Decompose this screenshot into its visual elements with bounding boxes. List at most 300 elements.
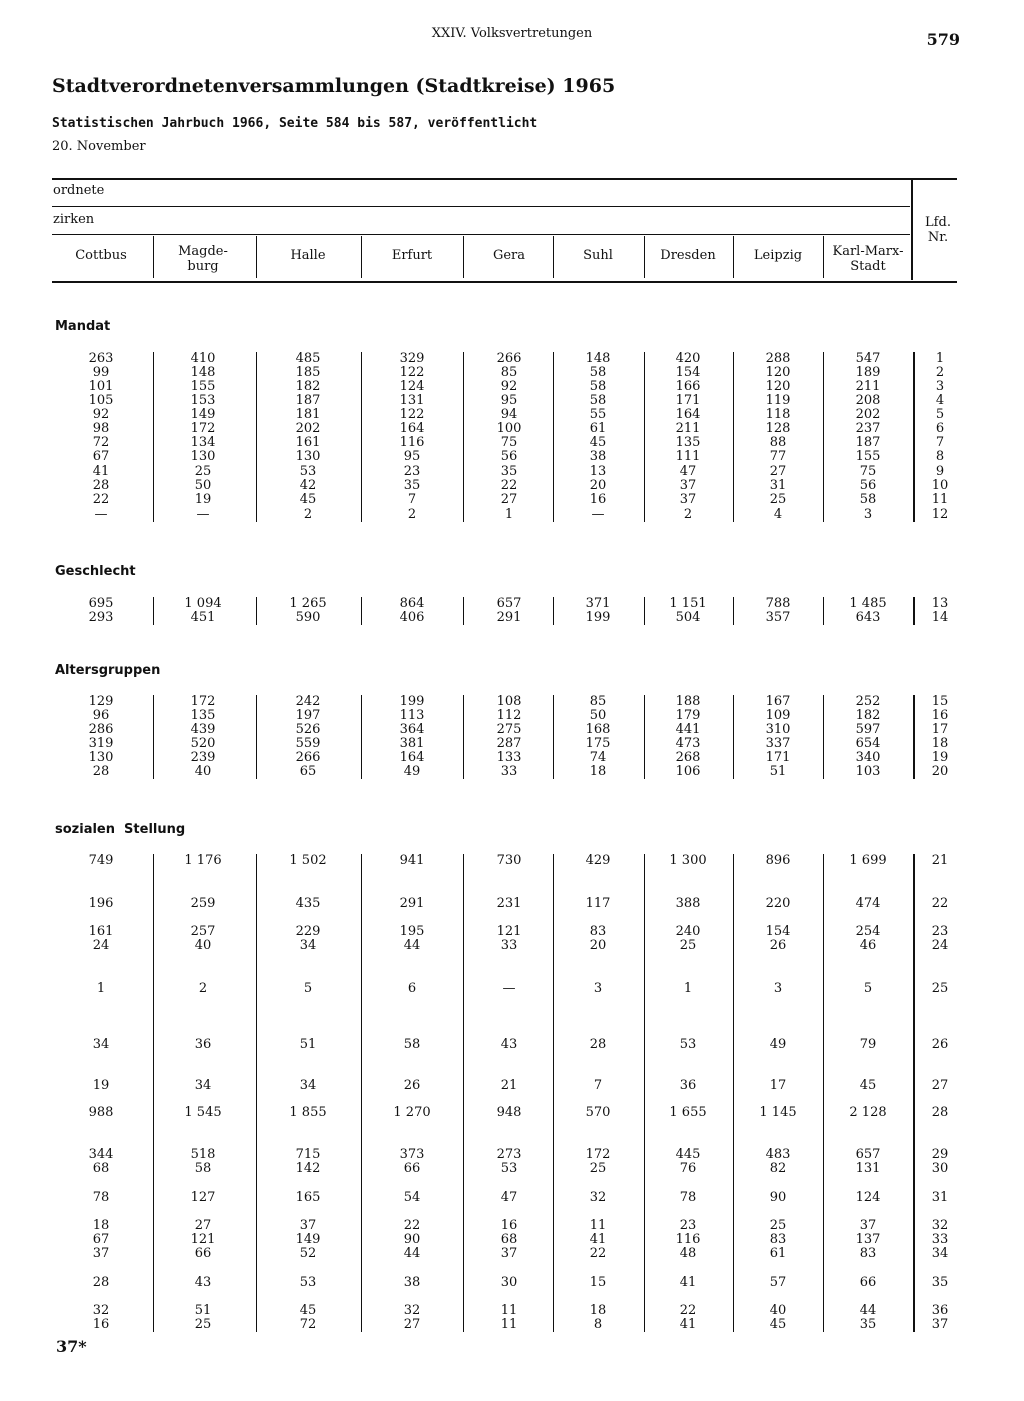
column-divider bbox=[256, 597, 257, 625]
row-number: 11 bbox=[931, 492, 949, 507]
row-number: 36 bbox=[931, 1303, 949, 1318]
table-cell: 28 bbox=[589, 1037, 607, 1052]
column-divider bbox=[823, 695, 824, 779]
table-cell: 85 bbox=[500, 365, 518, 380]
table-cell: 67 bbox=[92, 1232, 110, 1247]
table-cell: 27 bbox=[403, 1317, 421, 1332]
table-cell: 273 bbox=[496, 1147, 522, 1162]
column-divider bbox=[553, 236, 554, 278]
column-divider bbox=[553, 695, 554, 779]
table-cell: 124 bbox=[399, 379, 425, 394]
table-cell: 196 bbox=[88, 896, 114, 911]
table-cell: 28 bbox=[92, 478, 110, 493]
table-cell: 134 bbox=[190, 435, 216, 450]
table-cell: — bbox=[591, 507, 605, 522]
table-cell: 310 bbox=[765, 722, 791, 737]
row-number: 28 bbox=[931, 1105, 949, 1120]
lfd-divider bbox=[913, 854, 915, 1332]
column-divider bbox=[361, 236, 362, 278]
table-cell: 8 bbox=[593, 1317, 603, 1332]
column-divider bbox=[733, 597, 734, 625]
table-cell: 30 bbox=[500, 1275, 518, 1290]
column-divider bbox=[463, 695, 464, 779]
table-cell: 239 bbox=[190, 750, 216, 765]
table-cell: 16 bbox=[589, 492, 607, 507]
table-cell: 11 bbox=[500, 1317, 518, 1332]
table-cell: 61 bbox=[589, 421, 607, 436]
table-cell: 429 bbox=[585, 853, 611, 868]
table-cell: 715 bbox=[295, 1147, 321, 1162]
table-cell: 27 bbox=[769, 464, 787, 479]
table-cell: 27 bbox=[500, 492, 518, 507]
table-cell: 135 bbox=[675, 435, 701, 450]
table-cell: 45 bbox=[589, 435, 607, 450]
column-divider bbox=[361, 597, 362, 625]
table-cell: 58 bbox=[589, 393, 607, 408]
table-cell: 340 bbox=[855, 750, 881, 765]
table-cell: 7 bbox=[593, 1078, 603, 1093]
table-cell: 420 bbox=[675, 351, 701, 366]
table-cell: 92 bbox=[92, 407, 110, 422]
table-cell: 92 bbox=[500, 379, 518, 394]
table-cell: 90 bbox=[769, 1190, 787, 1205]
table-cell: 520 bbox=[190, 736, 216, 751]
table-cell: 17 bbox=[769, 1078, 787, 1093]
subtitle-source: Statistischen Jahrbuch 1966, Seite 584 bis 587, veröffentlicht bbox=[52, 116, 538, 131]
page-title: Stadtverordnetenversammlungen (Stadtkreise) 1965 bbox=[52, 75, 616, 97]
column-divider bbox=[463, 597, 464, 625]
table-cell: 108 bbox=[496, 694, 522, 709]
row-number: 19 bbox=[931, 750, 949, 765]
table-cell: 199 bbox=[399, 694, 425, 709]
table-cell: 288 bbox=[765, 351, 791, 366]
table-cell: 643 bbox=[855, 610, 881, 625]
table-cell: 171 bbox=[765, 750, 791, 765]
table-cell: 1 151 bbox=[669, 596, 707, 611]
table-cell: 98 bbox=[92, 421, 110, 436]
row-number: 2 bbox=[935, 365, 945, 380]
row-number: 29 bbox=[931, 1147, 949, 1162]
table-cell: 72 bbox=[299, 1317, 317, 1332]
row-number: 20 bbox=[931, 764, 949, 779]
table-cell: 66 bbox=[403, 1161, 421, 1176]
table-cell: 41 bbox=[589, 1232, 607, 1247]
table-cell: 1 545 bbox=[184, 1105, 222, 1120]
table-cell: 237 bbox=[855, 421, 881, 436]
table-cell: 130 bbox=[190, 449, 216, 464]
table-cell: 68 bbox=[500, 1232, 518, 1247]
column-header: Dresden bbox=[660, 248, 716, 263]
table-cell: 51 bbox=[194, 1303, 212, 1318]
row-number: 26 bbox=[931, 1037, 949, 1052]
table-cell: 111 bbox=[675, 449, 701, 464]
row-number: 18 bbox=[931, 736, 949, 751]
table-cell: 94 bbox=[500, 407, 518, 422]
row-number: 6 bbox=[935, 421, 945, 436]
table-cell: 164 bbox=[399, 421, 425, 436]
table-cell: 50 bbox=[194, 478, 212, 493]
table-cell: 187 bbox=[855, 435, 881, 450]
table-cell: 83 bbox=[769, 1232, 787, 1247]
table-cell: 58 bbox=[589, 365, 607, 380]
table-cell: 941 bbox=[399, 853, 425, 868]
table-cell: 570 bbox=[585, 1105, 611, 1120]
table-cell: 188 bbox=[675, 694, 701, 709]
table-cell: 137 bbox=[855, 1232, 881, 1247]
table-cell: 35 bbox=[403, 478, 421, 493]
column-header: Gera bbox=[492, 248, 526, 263]
table-cell: 185 bbox=[295, 365, 321, 380]
table-cell: 37 bbox=[500, 1246, 518, 1261]
table-cell: 179 bbox=[675, 708, 701, 723]
column-divider bbox=[153, 236, 154, 278]
table-cell: 42 bbox=[299, 478, 317, 493]
table-cell: 1 300 bbox=[669, 853, 707, 868]
column-divider bbox=[733, 854, 734, 1332]
table-cell: 37 bbox=[859, 1218, 877, 1233]
table-cell: 259 bbox=[190, 896, 216, 911]
table-cell: 788 bbox=[765, 596, 791, 611]
table-cell: 53 bbox=[679, 1037, 697, 1052]
table-cell: 1 176 bbox=[184, 853, 222, 868]
table-cell: 19 bbox=[92, 1078, 110, 1093]
row-number: 24 bbox=[931, 938, 949, 953]
table-cell: 161 bbox=[88, 924, 114, 939]
table-cell: 45 bbox=[299, 492, 317, 507]
table-cell: 88 bbox=[769, 435, 787, 450]
table-cell: 61 bbox=[769, 1246, 787, 1261]
table-cell: 357 bbox=[765, 610, 791, 625]
table-cell: 164 bbox=[675, 407, 701, 422]
row-number: 10 bbox=[931, 478, 949, 493]
table-cell: 257 bbox=[190, 924, 216, 939]
table-cell: 22 bbox=[403, 1218, 421, 1233]
section-label: sozialen Stellung bbox=[55, 822, 186, 837]
row-number: 3 bbox=[935, 379, 945, 394]
table-cell: 78 bbox=[679, 1190, 697, 1205]
table-cell: 22 bbox=[589, 1246, 607, 1261]
table-cell: 445 bbox=[675, 1147, 701, 1162]
table-cell: 1 094 bbox=[184, 596, 222, 611]
table-cell: 202 bbox=[855, 407, 881, 422]
table-cell: 51 bbox=[769, 764, 787, 779]
table-cell: 34 bbox=[299, 1078, 317, 1093]
table-cell: 373 bbox=[399, 1147, 425, 1162]
table-cell: 117 bbox=[585, 896, 611, 911]
table-cell: 547 bbox=[855, 351, 881, 366]
table-cell: 130 bbox=[295, 449, 321, 464]
table-cell: 1 265 bbox=[289, 596, 327, 611]
column-divider bbox=[733, 352, 734, 522]
row-number: 32 bbox=[931, 1218, 949, 1233]
table-cell: 293 bbox=[88, 610, 114, 625]
table-cell: 291 bbox=[399, 896, 425, 911]
table-cell: 518 bbox=[190, 1147, 216, 1162]
table-cell: 172 bbox=[190, 421, 216, 436]
row-number: 4 bbox=[935, 393, 945, 408]
table-cell: 66 bbox=[859, 1275, 877, 1290]
column-header: Magde- burg bbox=[178, 244, 228, 274]
table-cell: 133 bbox=[496, 750, 522, 765]
table-cell: 2 bbox=[683, 507, 693, 522]
table-cell: 25 bbox=[194, 464, 212, 479]
table-cell: 16 bbox=[92, 1317, 110, 1332]
table-cell: 11 bbox=[500, 1303, 518, 1318]
table-cell: 27 bbox=[194, 1218, 212, 1233]
table-cell: 25 bbox=[194, 1317, 212, 1332]
table-cell: 208 bbox=[855, 393, 881, 408]
column-divider bbox=[256, 695, 257, 779]
table-cell: 3 bbox=[863, 507, 873, 522]
row-number: 21 bbox=[931, 853, 949, 868]
table-cell: 53 bbox=[500, 1161, 518, 1176]
table-cell: 263 bbox=[88, 351, 114, 366]
column-divider bbox=[644, 352, 645, 522]
column-header: Leipzig bbox=[753, 248, 803, 263]
table-cell: 3 bbox=[773, 981, 783, 996]
table-cell: 6 bbox=[407, 981, 417, 996]
table-cell: 96 bbox=[92, 708, 110, 723]
table-cell: 67 bbox=[92, 449, 110, 464]
table-cell: 101 bbox=[88, 379, 114, 394]
row-number: 12 bbox=[931, 507, 949, 522]
table-cell: 153 bbox=[190, 393, 216, 408]
table-cell: 34 bbox=[92, 1037, 110, 1052]
table-cell: 45 bbox=[769, 1317, 787, 1332]
table-cell: 319 bbox=[88, 736, 114, 751]
table-cell: — bbox=[196, 507, 210, 522]
table-cell: 388 bbox=[675, 896, 701, 911]
table-cell: 18 bbox=[589, 764, 607, 779]
head-row2-label: zirken bbox=[53, 212, 95, 227]
table-cell: 1 485 bbox=[849, 596, 887, 611]
table-cell: 182 bbox=[855, 708, 881, 723]
table-cell: 58 bbox=[589, 379, 607, 394]
table-cell: 56 bbox=[859, 478, 877, 493]
table-cell: 172 bbox=[585, 1147, 611, 1162]
column-divider bbox=[733, 695, 734, 779]
table-cell: 5 bbox=[863, 981, 873, 996]
table-cell: 1 bbox=[96, 981, 106, 996]
table-cell: 48 bbox=[679, 1246, 697, 1261]
table-cell: 68 bbox=[92, 1161, 110, 1176]
table-cell: 58 bbox=[859, 492, 877, 507]
table-cell: 40 bbox=[769, 1303, 787, 1318]
table-cell: 113 bbox=[399, 708, 425, 723]
table-cell: 23 bbox=[679, 1218, 697, 1233]
table-cell: 2 bbox=[303, 507, 313, 522]
table-cell: 654 bbox=[855, 736, 881, 751]
column-divider bbox=[553, 352, 554, 522]
table-cell: 266 bbox=[295, 750, 321, 765]
column-divider bbox=[644, 236, 645, 278]
table-cell: 182 bbox=[295, 379, 321, 394]
table-cell: 100 bbox=[496, 421, 522, 436]
column-divider bbox=[644, 597, 645, 625]
column-divider bbox=[553, 597, 554, 625]
table-cell: 749 bbox=[88, 853, 114, 868]
table-cell: 41 bbox=[679, 1317, 697, 1332]
table-cell: 149 bbox=[190, 407, 216, 422]
table-cell: 22 bbox=[679, 1303, 697, 1318]
table-cell: 131 bbox=[855, 1161, 881, 1176]
table-cell: 53 bbox=[299, 464, 317, 479]
table-cell: 149 bbox=[295, 1232, 321, 1247]
table-cell: 695 bbox=[88, 596, 114, 611]
table-cell: 172 bbox=[190, 694, 216, 709]
table-cell: 105 bbox=[88, 393, 114, 408]
table-cell: 75 bbox=[500, 435, 518, 450]
table-cell: 266 bbox=[496, 351, 522, 366]
table-cell: 25 bbox=[769, 1218, 787, 1233]
column-divider bbox=[463, 236, 464, 278]
table-cell: 1 855 bbox=[289, 1105, 327, 1120]
row-number: 30 bbox=[931, 1161, 949, 1176]
table-cell: 77 bbox=[769, 449, 787, 464]
table-cell: 189 bbox=[855, 365, 881, 380]
table-cell: 47 bbox=[679, 464, 697, 479]
table-cell: 168 bbox=[585, 722, 611, 737]
table-cell: 78 bbox=[92, 1190, 110, 1205]
table-cell: 148 bbox=[585, 351, 611, 366]
table-cell: 127 bbox=[190, 1190, 216, 1205]
table-cell: 47 bbox=[500, 1190, 518, 1205]
table-cell: 329 bbox=[399, 351, 425, 366]
table-cell: 40 bbox=[194, 938, 212, 953]
table-cell: 52 bbox=[299, 1246, 317, 1261]
table-cell: 371 bbox=[585, 596, 611, 611]
table-cell: 364 bbox=[399, 722, 425, 737]
table-cell: 275 bbox=[496, 722, 522, 737]
table-cell: 28 bbox=[92, 764, 110, 779]
table-cell: 43 bbox=[500, 1037, 518, 1052]
lfd-divider bbox=[913, 695, 915, 779]
table-cell: 25 bbox=[679, 938, 697, 953]
table-cell: 72 bbox=[92, 435, 110, 450]
chapter-header: XXIV. Volksvertretungen bbox=[431, 26, 593, 41]
table-cell: 1 145 bbox=[759, 1105, 797, 1120]
table-cell: 32 bbox=[92, 1303, 110, 1318]
table-cell: 16 bbox=[500, 1218, 518, 1233]
head-rule-2 bbox=[52, 234, 910, 235]
table-cell: 211 bbox=[675, 421, 701, 436]
table-cell: 211 bbox=[855, 379, 881, 394]
table-cell: 451 bbox=[190, 610, 216, 625]
table-cell: 58 bbox=[194, 1161, 212, 1176]
column-divider bbox=[256, 236, 257, 278]
table-cell: 287 bbox=[496, 736, 522, 751]
column-divider bbox=[361, 854, 362, 1332]
table-cell: 116 bbox=[399, 435, 425, 450]
table-cell: 559 bbox=[295, 736, 321, 751]
head-row1-label: ordnete bbox=[53, 183, 105, 198]
table-cell: 483 bbox=[765, 1147, 791, 1162]
table-cell: 19 bbox=[194, 492, 212, 507]
table-cell: 171 bbox=[675, 393, 701, 408]
table-cell: 21 bbox=[500, 1078, 518, 1093]
table-cell: 11 bbox=[589, 1218, 607, 1233]
table-cell: 18 bbox=[589, 1303, 607, 1318]
table-cell: 18 bbox=[92, 1218, 110, 1233]
table-cell: 45 bbox=[859, 1078, 877, 1093]
column-divider bbox=[644, 854, 645, 1332]
table-cell: 46 bbox=[859, 938, 877, 953]
table-cell: 44 bbox=[403, 938, 421, 953]
table-cell: 37 bbox=[299, 1218, 317, 1233]
table-cell: 56 bbox=[500, 449, 518, 464]
table-cell: 22 bbox=[500, 478, 518, 493]
table-cell: 119 bbox=[765, 393, 791, 408]
column-divider bbox=[733, 236, 734, 278]
column-divider bbox=[823, 854, 824, 1332]
table-cell: 1 502 bbox=[289, 853, 327, 868]
table-cell: 58 bbox=[403, 1037, 421, 1052]
table-cell: 15 bbox=[589, 1275, 607, 1290]
table-cell: 120 bbox=[765, 365, 791, 380]
column-divider bbox=[361, 695, 362, 779]
table-cell: 344 bbox=[88, 1147, 114, 1162]
table-cell: 1 655 bbox=[669, 1105, 707, 1120]
row-number: 8 bbox=[935, 449, 945, 464]
table-cell: 1 bbox=[683, 981, 693, 996]
table-cell: 167 bbox=[765, 694, 791, 709]
row-number: 27 bbox=[931, 1078, 949, 1093]
table-cell: 220 bbox=[765, 896, 791, 911]
table-cell: 34 bbox=[194, 1078, 212, 1093]
table-cell: 155 bbox=[190, 379, 216, 394]
table-cell: 44 bbox=[859, 1303, 877, 1318]
head-rule-1 bbox=[52, 206, 910, 207]
row-number: 22 bbox=[931, 896, 949, 911]
table-cell: 597 bbox=[855, 722, 881, 737]
table-cell: 337 bbox=[765, 736, 791, 751]
table-cell: 128 bbox=[765, 421, 791, 436]
section-label: Altersgruppen bbox=[55, 663, 161, 678]
table-cell: 25 bbox=[589, 1161, 607, 1176]
row-number: 35 bbox=[931, 1275, 949, 1290]
table-cell: 166 bbox=[675, 379, 701, 394]
row-number: 16 bbox=[931, 708, 949, 723]
row-number: 23 bbox=[931, 924, 949, 939]
table-cell: 57 bbox=[769, 1275, 787, 1290]
table-cell: 26 bbox=[769, 938, 787, 953]
table-cell: 439 bbox=[190, 722, 216, 737]
page-number: 579 bbox=[926, 30, 960, 49]
table-cell: 36 bbox=[679, 1078, 697, 1093]
table-cell: 4 bbox=[773, 507, 783, 522]
column-divider bbox=[153, 854, 154, 1332]
table-cell: 23 bbox=[403, 464, 421, 479]
table-cell: 90 bbox=[403, 1232, 421, 1247]
table-cell: 131 bbox=[399, 393, 425, 408]
table-cell: 195 bbox=[399, 924, 425, 939]
table-cell: 130 bbox=[88, 750, 114, 765]
row-number: 31 bbox=[931, 1190, 949, 1205]
column-divider bbox=[361, 352, 362, 522]
table-cell: 44 bbox=[403, 1246, 421, 1261]
row-number: 1 bbox=[935, 351, 945, 366]
table-cell: 37 bbox=[679, 492, 697, 507]
table-cell: 181 bbox=[295, 407, 321, 422]
table-cell: 187 bbox=[295, 393, 321, 408]
table-cell: 33 bbox=[500, 764, 518, 779]
table-cell: 199 bbox=[585, 610, 611, 625]
table-cell: 504 bbox=[675, 610, 701, 625]
table-cell: 53 bbox=[299, 1275, 317, 1290]
table-cell: 32 bbox=[403, 1303, 421, 1318]
table-cell: 40 bbox=[194, 764, 212, 779]
table-cell: 37 bbox=[679, 478, 697, 493]
